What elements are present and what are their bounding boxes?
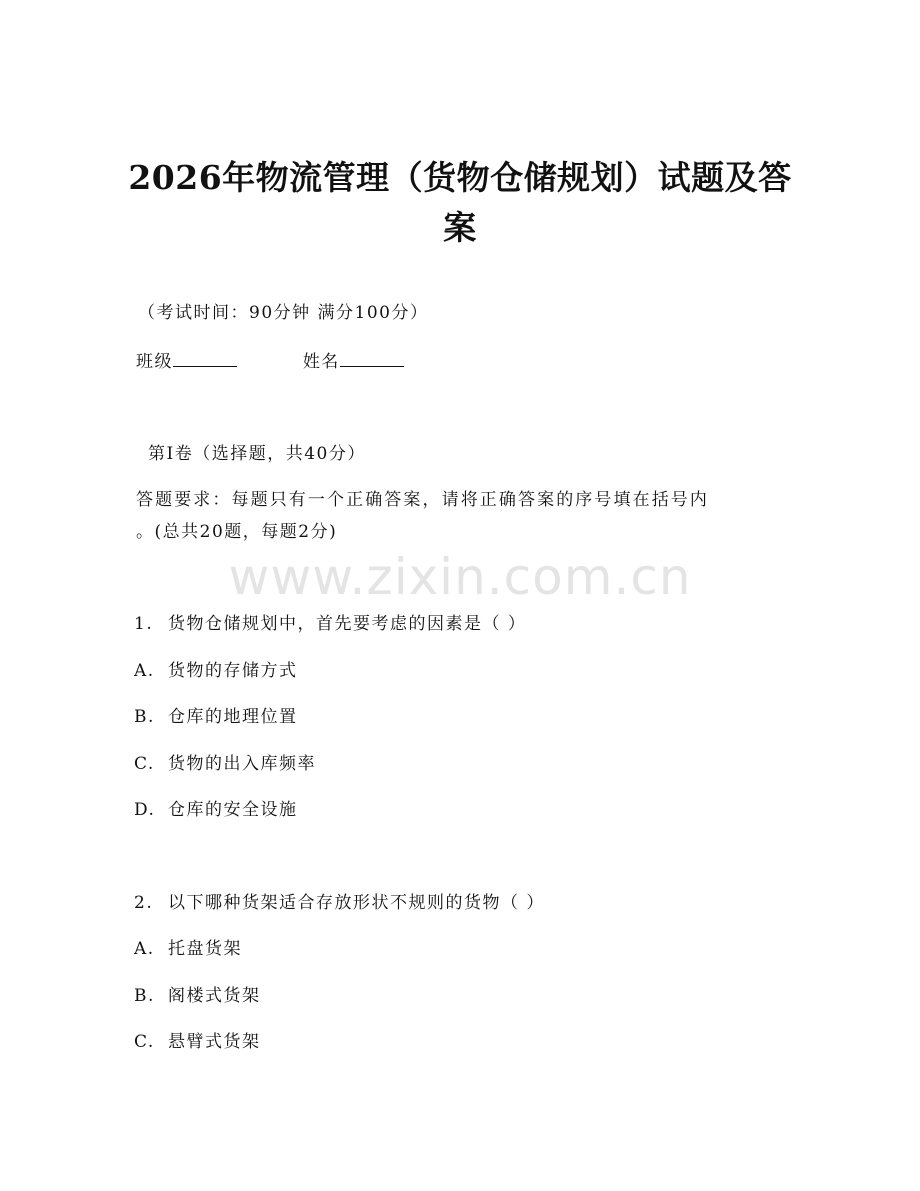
option-letter: C. — [134, 754, 155, 774]
question-text: 货物仓储规划中，首先要考虑的因素是（ ） — [168, 614, 527, 634]
document-title-line2: 案 — [443, 208, 477, 247]
instructions-line2: 。(总共20题，每题2分) — [136, 522, 338, 542]
name-label: 姓名 — [302, 352, 340, 372]
name-blank[interactable] — [340, 350, 404, 367]
option-1b[interactable] — [134, 705, 298, 729]
question-number: 1. — [134, 614, 154, 634]
option-1a[interactable] — [134, 659, 298, 683]
question-number: 2. — [134, 893, 154, 913]
class-label: 班级 — [136, 352, 173, 372]
instructions-line1: 答题要求：每题只有一个正确答案，请将正确答案的序号填在括号内 — [136, 490, 709, 510]
question-text: 以下哪种货架适合存放形状不规则的货物（ ） — [168, 893, 545, 913]
question-1 — [134, 612, 526, 636]
option-2a[interactable] — [134, 937, 242, 961]
question-2 — [134, 891, 545, 915]
option-text: 货物的出入库频率 — [168, 754, 316, 774]
option-1d[interactable] — [134, 798, 298, 822]
option-text: 悬臂式货架 — [168, 1032, 261, 1052]
option-letter: A. — [134, 661, 155, 681]
option-text: 阁楼式货架 — [168, 986, 261, 1006]
option-letter: D. — [134, 800, 156, 820]
option-1c[interactable] — [134, 752, 316, 776]
section-heading: 第I卷（选择题，共40分） — [148, 444, 366, 464]
option-2c[interactable] — [134, 1030, 261, 1054]
exam-info: （考试时间：90分钟 满分100分） — [138, 303, 429, 323]
option-text: 货物的存储方式 — [168, 661, 298, 681]
student-info-row — [136, 350, 404, 374]
option-letter: A. — [134, 939, 155, 959]
class-blank[interactable] — [173, 350, 237, 367]
option-2b[interactable] — [134, 984, 261, 1008]
document-title-line1: 2026年物流管理（货物仓储规划）试题及答 — [128, 158, 792, 197]
option-letter: B. — [134, 986, 155, 1006]
option-text: 仓库的安全设施 — [168, 800, 298, 820]
option-letter: C. — [134, 1032, 155, 1052]
option-text: 仓库的地理位置 — [168, 707, 298, 727]
option-letter: B. — [134, 707, 155, 727]
watermark: www.zixin.com.cn — [228, 548, 692, 606]
option-text: 托盘货架 — [168, 939, 242, 959]
